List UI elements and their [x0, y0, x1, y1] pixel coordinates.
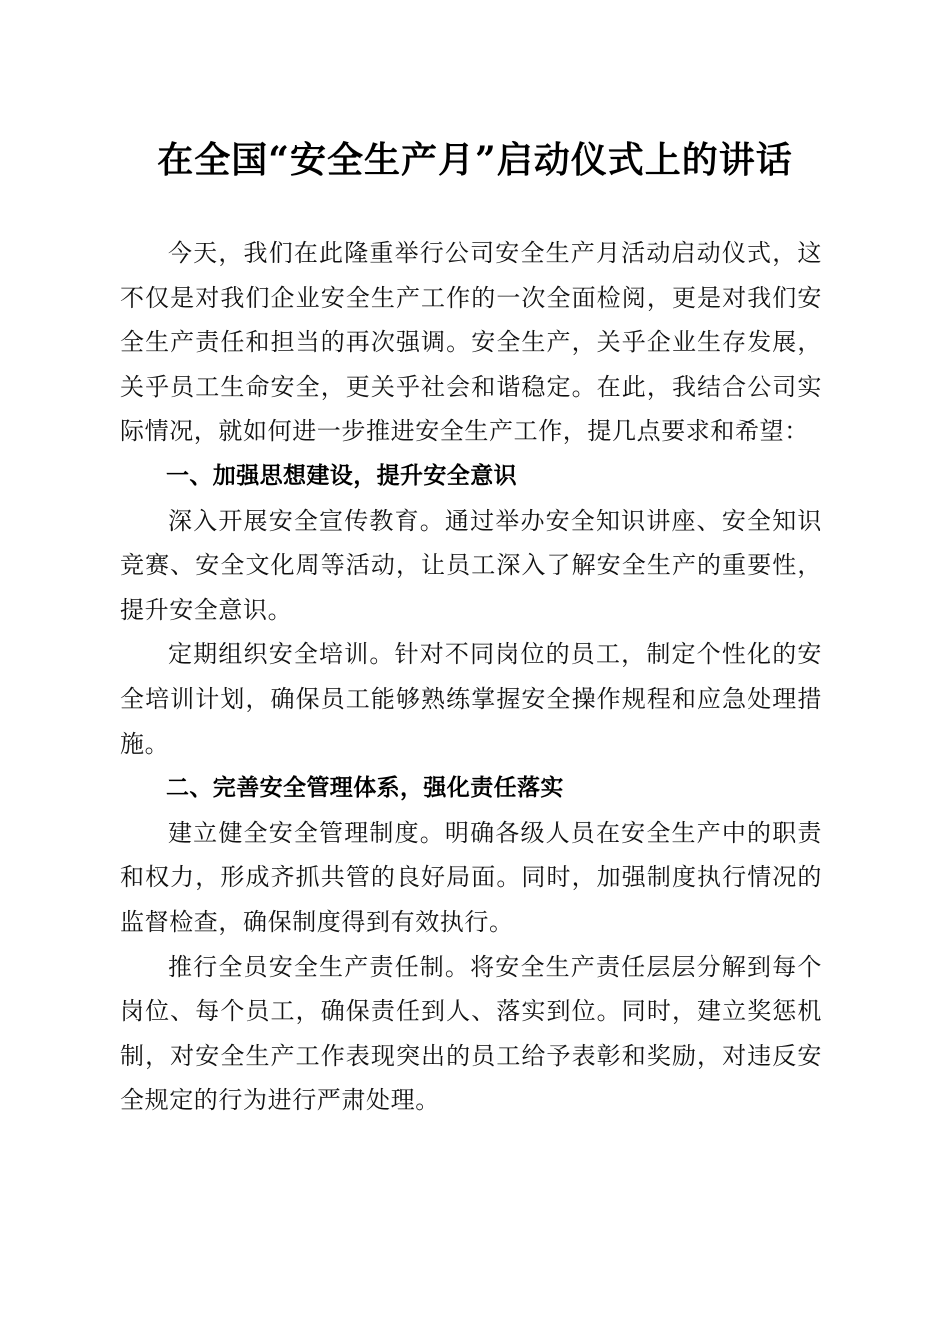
section-1-paragraph-1: 深入开展安全宣传教育。通过举办安全知识讲座、安全知识竞赛、安全文化周等活动，让员工深入了解安全生产的重要性，提升安全意识。 [120, 506, 822, 624]
section-2-paragraph-1: 建立健全安全管理制度。明确各级人员在安全生产中的职责和权力，形成齐抓共管的良好局面。同时，加强制度执行情况的监督检查，确保制度得到有效执行。 [120, 818, 822, 936]
section-heading-1: 一、加强思想建设，提升安全意识 [166, 462, 517, 489]
section-heading-2: 二、完善安全管理体系，强化责任落实 [166, 775, 564, 802]
document-title: 在全国“安全生产月”启动仪式上的讲话 [157, 139, 793, 181]
section-1-paragraph-2: 定期组织安全培训。针对不同岗位的员工，制定个性化的安全培训计划，确保员工能够熟练掌握安全操作规程和应急处理措施。 [120, 640, 822, 758]
section-2-paragraph-2: 推行全员安全生产责任制。将安全生产责任层层分解到每个岗位、每个员工，确保责任到人、落实到位。同时，建立奖惩机制，对安全生产工作表现突出的员工给予表彰和奖励，对违反安全规定的行为进行严肃处理。 [120, 952, 822, 1115]
document-body [120, 231, 822, 1123]
intro-paragraph: 今天，我们在此隆重举行公司安全生产月活动启动仪式，这不仅是对我们企业安全生产工作的一次全面检阅，更是对我们安全生产责任和担当的再次强调。安全生产，关乎企业生存发展，关乎员工生命安全，更关乎社会和谐稳定。在此，我结合公司实际情况，就如何进一步推进安全生产工作，提几点要求和希望： [120, 239, 822, 446]
